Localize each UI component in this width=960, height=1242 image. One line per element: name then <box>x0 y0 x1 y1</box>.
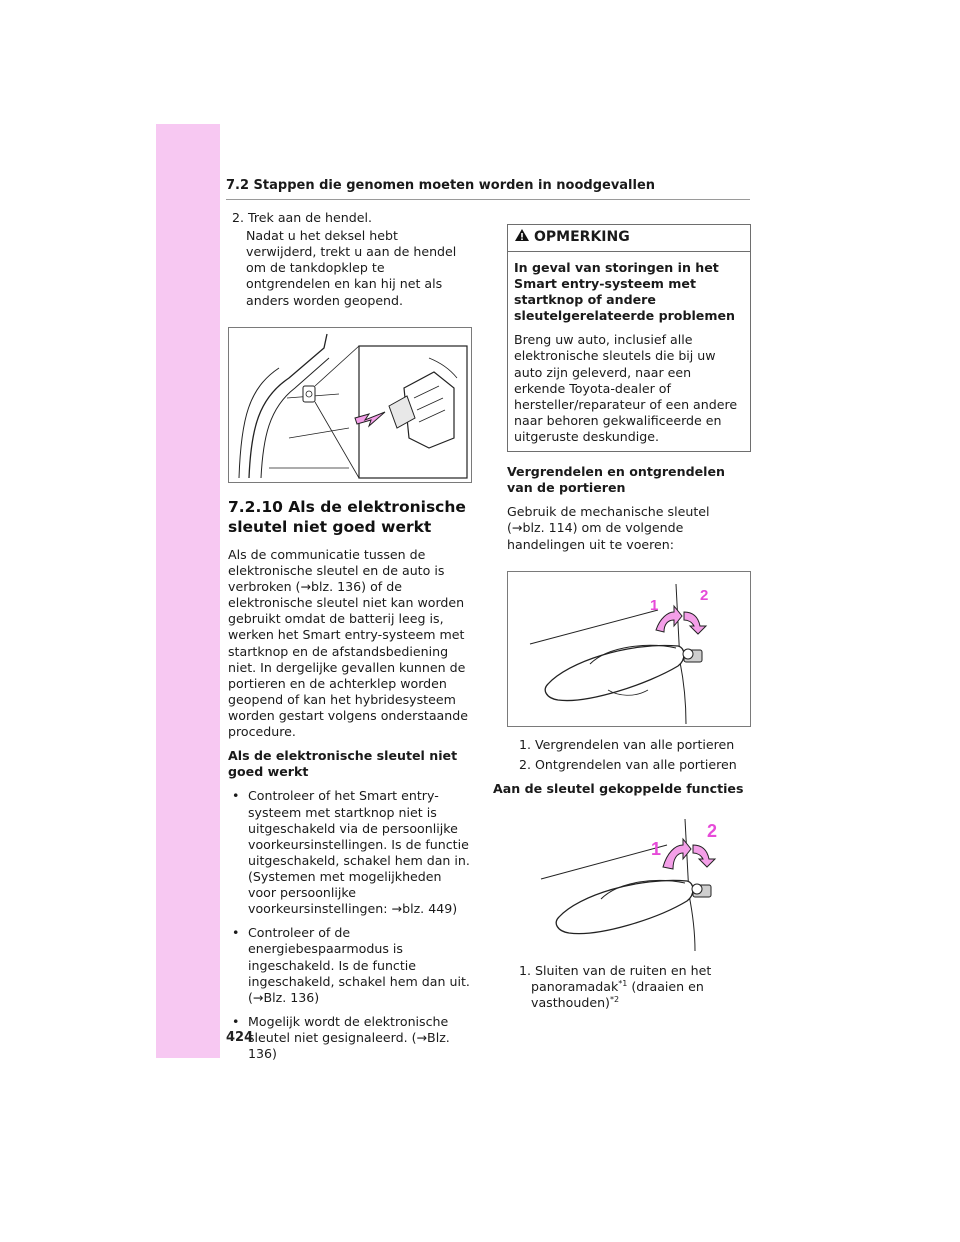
header-rule <box>226 199 750 200</box>
intro-paragraph: Als de communicatie tussen de elektronische sleutel en de auto is verbroken (→blz. 136) of de elektronische sleutel niet kan worden gebruikt omdat de batterij leeg is, werken het Smart entry-systeem met startknop en de afstandsbediening niet. In dergelijke gevallen kunnen de portieren en de achterklep worden geopend of kan het hybridesysteem worden gestart volgens onderstaande procedure. <box>228 546 468 740</box>
key-linked-step-1: 1. Sluiten van de ruiten en het panoramadak$^{*1}$ (draaien en vasthouden)$^{*2}$ <box>519 962 712 1011</box>
door-handle-illustration-1 <box>507 571 751 727</box>
step-2 <box>228 210 472 309</box>
locking-paragraph: Gebruik de mechanische sleutel (→blz. 114) om de volgende handelingen uit te voeren: <box>507 504 710 552</box>
notice-header <box>508 225 750 252</box>
locking-steps <box>507 737 751 773</box>
step-2-body: Nadat u het deksel hebt verwijderd, trekt u aan de hendel om de tankdopklep te ontgrendelen en kan hij net als anders worden geopend. <box>246 228 457 308</box>
notice-title: OPMERKING <box>534 229 630 245</box>
list-item: • Mogelijk wordt de elektronische sleutel niet gesignaleerd. (→Blz. 136) <box>228 1014 472 1062</box>
left-column <box>228 210 472 1070</box>
list-item: • Controleer of het Smart entry-systeem met startknop niet is uitgeschakeld via de persoonlijke voorkeursinstellingen. Is de functie uitgeschakeld, schakel hem dan in. (Systemen met mogelijkheden voor persoonlijke voorkeursinstellingen: →blz. 449) <box>228 788 472 917</box>
fuel-lid-illustration <box>228 327 472 483</box>
list-item: • Controleer of de energiebespaarmodus is ingeschakeld. Is de functie ingeschakeld, schakel hem dan uit. (→Blz. 136) <box>228 925 472 1006</box>
step-2-number: 2. <box>232 210 245 225</box>
door-handle-illustration-2 <box>517 805 747 951</box>
label-2: 2 <box>700 586 709 604</box>
warning-icon <box>514 228 530 248</box>
step-2-title: Trek aan de hendel. <box>248 210 372 225</box>
chapter-tab <box>156 124 220 1058</box>
list-item: 2. Ontgrendelen van alle portieren <box>519 756 737 772</box>
notice-heading: In geval van storingen in het Smart entry-systeem met startknop of andere sleutelgerelateerde problemen <box>514 259 735 324</box>
subheading-key-linked: Aan de sleutel gekoppelde functies <box>493 780 744 796</box>
section-title: 7.2.10 Als de elektronische sleutel niet goed werkt <box>228 497 466 536</box>
subheading-locking: Vergrendelen en ontgrendelen van de portieren <box>507 464 725 496</box>
label-1: 1 <box>650 596 659 614</box>
running-head: 7.2 Stappen die genomen moeten worden in noodgevallen <box>226 178 656 193</box>
page-number: 424 <box>226 1030 254 1045</box>
subheading-not-working: Als de elektronische sleutel niet goed werkt <box>228 748 458 780</box>
list-item: 1. Vergrendelen van alle portieren <box>519 736 735 752</box>
label-2: 2 <box>707 820 718 841</box>
right-column <box>493 224 751 1012</box>
notice-box <box>507 224 751 452</box>
label-1: 1 <box>651 838 662 859</box>
notice-text: Breng uw auto, inclusief alle elektronische sleutels die bij uw auto zijn geleverd, naar een erkende Toyota-dealer of hersteller/reparateur of een andere naar behoren gekwalificeerde en uitgeruste deskundige. <box>514 332 738 444</box>
notice-body <box>508 252 750 451</box>
check-list <box>228 788 472 1062</box>
